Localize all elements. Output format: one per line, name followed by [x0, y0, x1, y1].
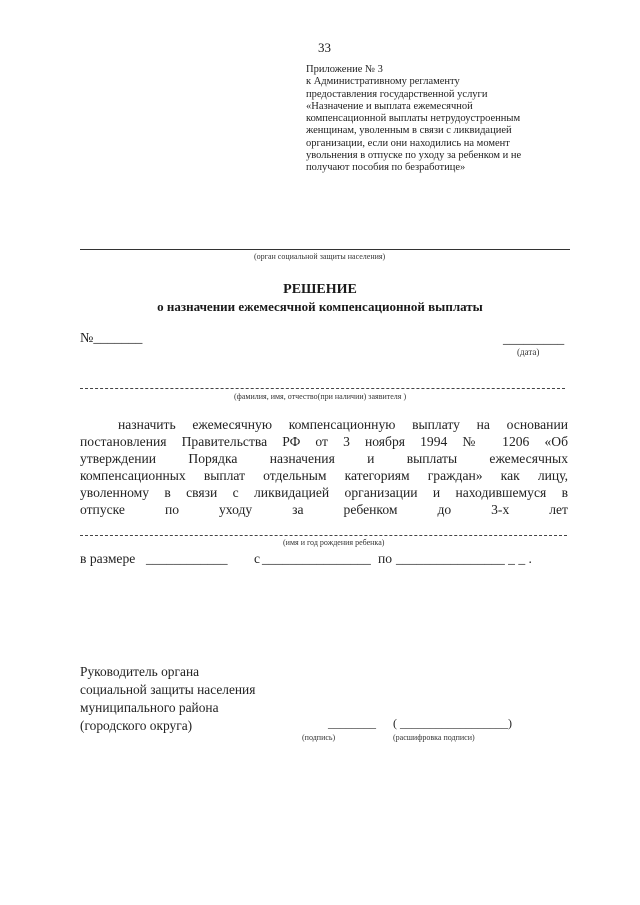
signatory-line: муниципального района	[80, 700, 219, 715]
period-to-label: по	[378, 551, 393, 566]
decision-body	[80, 416, 568, 518]
decision-number-field: №_______	[80, 331, 143, 346]
page-number: 33	[318, 40, 331, 55]
date-field: _________	[503, 331, 565, 346]
organ-caption: (орган социальной защиты населения)	[254, 252, 386, 261]
period-from-blank: ________________	[262, 551, 371, 566]
appendix-header	[306, 64, 521, 175]
appendix-line: организации, если они находились на момент	[306, 137, 510, 149]
signatory-line: (городского округа)	[80, 718, 193, 733]
amount-blank: ____________	[146, 551, 228, 566]
signatory-line: Руководитель органа	[80, 664, 200, 679]
applicant-name-line	[80, 388, 565, 389]
date-caption: (дата)	[517, 347, 540, 357]
document-title: РЕШЕНИЕ	[283, 282, 357, 297]
body-line: назначить ежемесячную компенсационную выплату на основании	[118, 417, 568, 432]
appendix-line: «Назначение и выплата ежемесячной	[306, 100, 473, 112]
body-line: утверждении Порядка назначения и выплаты ежемесячных	[80, 451, 568, 466]
appendix-line: Приложение № 3	[306, 64, 383, 75]
signature-blank: ________	[328, 716, 376, 730]
appendix-line: получают пособия по безработице»	[306, 162, 466, 174]
appendix-line: предоставления государственной услуги	[306, 88, 488, 100]
signatory-title	[80, 663, 255, 735]
period-to-blank: ________________ _ _ .	[396, 551, 532, 566]
appendix-line: к Административному регламенту	[306, 76, 460, 88]
decoding-caption: (расшифровка подписи)	[393, 733, 475, 742]
decoding-paren-open: (	[393, 716, 397, 730]
child-name-line	[80, 535, 567, 536]
amount-label: в размере	[80, 551, 136, 566]
signature-caption: (подпись)	[302, 733, 336, 742]
child-caption: (имя и год рождения ребенка)	[283, 538, 385, 547]
body-line: отпуске по уходу за ребенком до 3-х лет	[80, 502, 568, 517]
body-line: постановления Правительства РФ от 3 ноября 1994 № 1206 «Об	[80, 434, 568, 449]
document-subtitle: о назначении ежемесячной компенсационной выплаты	[157, 299, 483, 314]
applicant-name-caption: (фамилия, имя, отчество(при наличии) заявителя )	[234, 392, 407, 401]
body-line: уволенному в связи с ликвидацией организации и находившемуся в	[80, 485, 568, 500]
body-line: компенсационных выплат отдельным категориям граждан» как лицу,	[80, 468, 568, 483]
appendix-line: компенсационной выплаты нетрудоустроенным	[306, 113, 521, 125]
appendix-line: увольнения в отпуске по уходу за ребенком и не	[306, 150, 522, 162]
decoding-paren-close: )	[508, 716, 512, 730]
organ-line	[80, 249, 570, 250]
appendix-line: женщинам, уволенным в связи с ликвидацией	[306, 125, 512, 137]
signature-decoding-blank: __________________	[400, 716, 508, 730]
period-from-label: с	[254, 551, 261, 566]
signatory-line: социальной защиты населения	[80, 682, 256, 697]
